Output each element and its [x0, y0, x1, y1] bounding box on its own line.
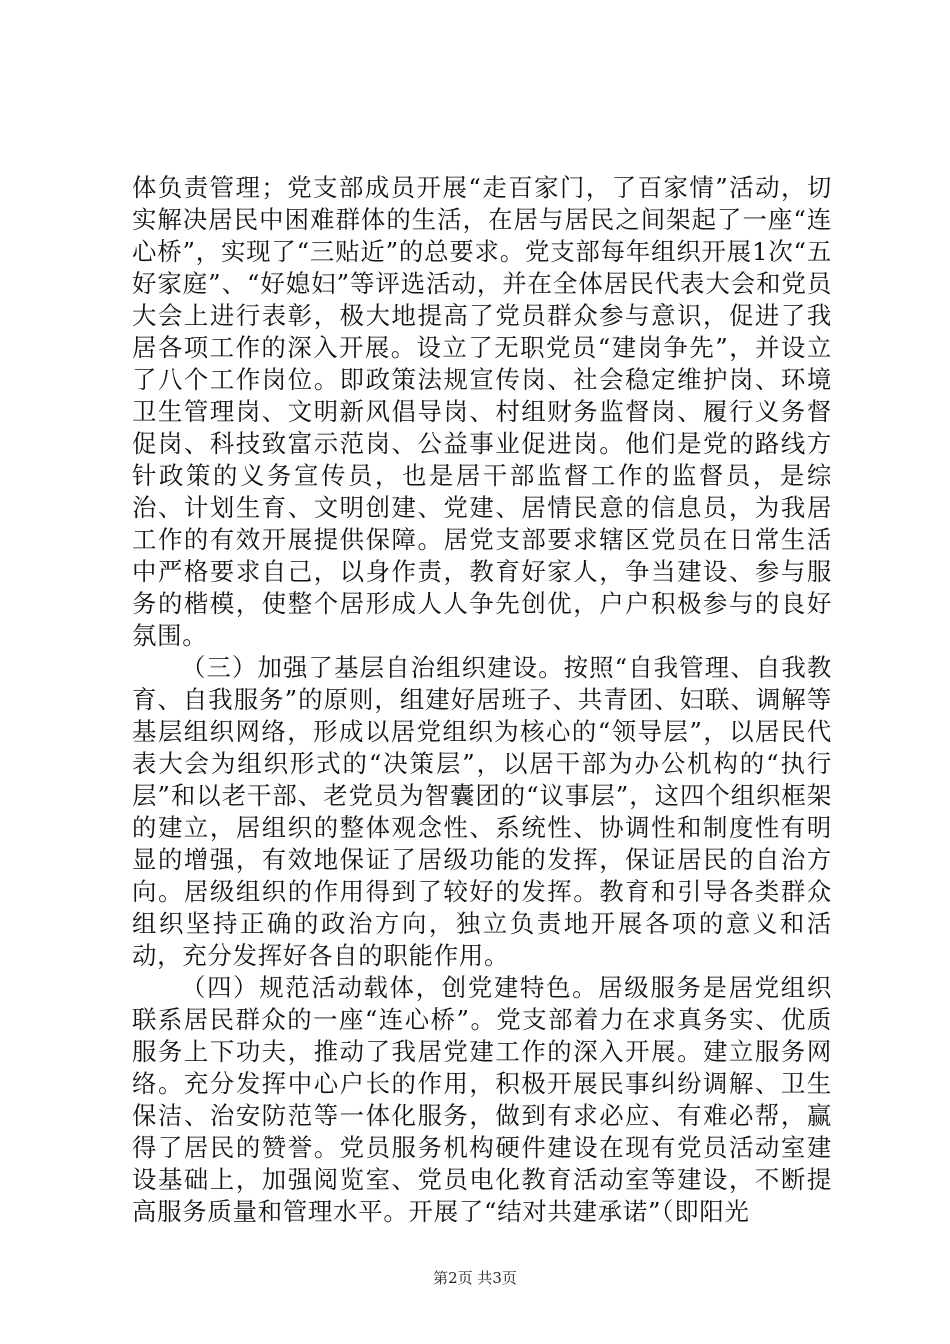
page-number-label: 第2页 共3页: [433, 1269, 517, 1287]
document-body: [132, 172, 832, 1228]
paragraph-continued: 体负责管理；党支部成员开展“走百家门，了百家情”活动，切实解决居民中困难群体的生活，在居与居民之间架起了一座“连心桥”，实现了“三贴近”的总要求。党支部每年组织开展1次“五好家庭”、“好媳妇”等评选活动，并在全体居民代表大会和党员大会上进行表彰，极大地提高了党员群众参与意识，促进了我居各项工作的深入开展。设立了无职党员“建岗争先”，并设立了八个工作岗位。即政策法规宣传岗、社会稳定维护岗、环境卫生管理岗、文明新风倡导岗、村组财务监督岗、履行义务督促岗、科技致富示范岗、公益事业促进岗。他们是党的路线方针政策的义务宣传员，也是居干部监督工作的监督员，是综治、计划生育、文明创建、党建、居情民意的信息员，为我居工作的有效开展提供保障。居党支部要求辖区党员在日常生活中严格要求自己，以身作责，教育好家人，争当建设、参与服务的楷模，使整个居形成人人争先创优，户户积极参与的良好氛围。: [132, 173, 832, 650]
paragraph-section-three: （三）加强了基层自治组织建设。按照“自我管理、自我教育、自我服务”的原则，组建好居班子、共青团、妇联、调解等基层组织网络，形成以居党组织为核心的“领导层”，以居民代表大会为组织形式的“决策层”，以居干部为办公机构的“执行层”和以老干部、老党员为智囊团的“议事层”，这四个组织框架的建立，居组织的整体观念性、系统性、协调性和制度性有明显的增强，有效地保证了居级功能的发挥，保证居民的自治方向。居级组织的作用得到了较好的发挥。教育和引导各类群众组织坚持正确的政治方向，独立负责地开展各项的意义和活动，充分发挥好各自的职能作用。: [132, 653, 832, 970]
paragraph-section-four: （四）规范活动载体，创党建特色。居级服务是居党组织联系居民群众的一座“连心桥”。党支部着力在求真务实、优质服务上下功夫，推动了我居党建工作的深入开展。建立服务网络。充分发挥中心户长的作用，积极开展民事纠纷调解、卫生保洁、治安防范等一体化服务，做到有求必应、有难必帮，赢得了居民的赞誉。党员服务机构硬件建设在现有党员活动室建设基础上，加强阅览室、党员电化教育活动室等建设，不断提高服务质量和管理水平。开展了“结对共建承诺”（即阳光: [132, 973, 832, 1226]
page-footer: [0, 1268, 950, 1288]
